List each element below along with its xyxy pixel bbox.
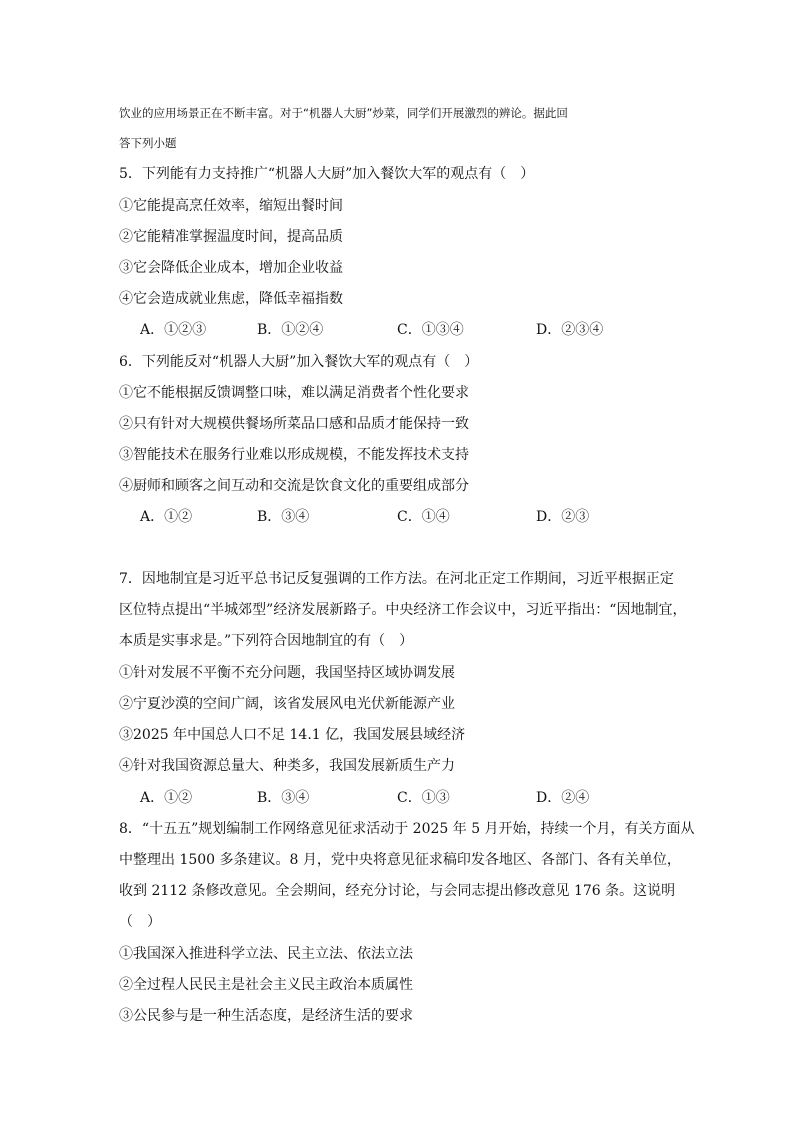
q6-item-2: ②只有针对大规模供餐场所菜品口感和品质才能保持一致 xyxy=(119,416,469,432)
intro-line-1: 饮业的应用场景正在不断丰富。对于“机器人大厨”炒菜，同学们开展激烈的辨论。据此回 xyxy=(119,106,568,120)
q6-stem: 6．下列能反对“机器人大厨”加入餐饮大军的观点有（ ） xyxy=(119,354,479,370)
q6-option-d[interactable]: D．②③ xyxy=(536,509,590,525)
q7-option-a[interactable]: A．①② xyxy=(140,790,193,806)
q7-option-b[interactable]: B．③④ xyxy=(257,790,310,806)
q7-stem-line-3: 本质是实事求是。”下列符合因地制宜的有（ ） xyxy=(119,633,414,649)
intro-line-2: 答下列小题 xyxy=(119,136,177,150)
q5-options xyxy=(140,320,640,340)
q6-options xyxy=(140,507,640,527)
q8-stem-line-1: 8．“十五五”规划编制工作网络意见征求活动于 2025 年 5 月开始，持续一个月，有关方面从 xyxy=(119,821,695,837)
q7-option-c[interactable]: C．①③ xyxy=(397,790,450,806)
q8-stem-line-4: （ ） xyxy=(119,914,161,930)
q7-item-4: ④针对我国资源总量大、种类多，我国发展新质生产力 xyxy=(119,758,455,774)
q5-option-c[interactable]: C．①③④ xyxy=(397,322,464,338)
q8-stem-line-2: 中整理出 1500 多条建议。8 月，党中央将意见征求稿印发各地区、各部门、各有关单位， xyxy=(119,852,681,868)
q5-option-a[interactable]: A．①②③ xyxy=(140,322,207,338)
q7-item-1: ①针对发展不平衡不充分问题，我国坚持区域协调发展 xyxy=(119,665,455,681)
q7-item-2: ②宁夏沙漠的空间广阔，该省发展风电光伏新能源产业 xyxy=(119,696,455,712)
q5-item-2: ②它能精准掌握温度时间，提高品质 xyxy=(119,229,343,245)
q5-option-d[interactable]: D．②③④ xyxy=(536,322,604,338)
q8-item-1: ①我国深入推进科学立法、民主立法、依法立法 xyxy=(119,946,413,962)
q6-item-4: ④厨师和顾客之间互动和交流是饮食文化的重要组成部分 xyxy=(119,478,469,494)
q5-item-4: ④它会造成就业焦虑，降低幸福指数 xyxy=(119,291,343,307)
q5-item-3: ③它会降低企业成本，增加企业收益 xyxy=(119,260,343,276)
q7-item-3: ③2025 年中国总人口不足 14.1 亿，我国发展县域经济 xyxy=(119,727,466,743)
q6-option-b[interactable]: B．③④ xyxy=(257,509,310,525)
q8-item-2: ②全过程人民民主是社会主义民主政治本质属性 xyxy=(119,977,413,993)
q6-option-c[interactable]: C．①④ xyxy=(397,509,450,525)
q8-stem-line-3: 收到 2112 条修改意见。全会期间，经充分讨论，与会同志提出修改意见 176 条。这说明 xyxy=(119,883,676,899)
q8-item-3: ③公民参与是一种生活态度，是经济生活的要求 xyxy=(119,1008,413,1024)
q6-item-3: ③智能技术在服务行业难以形成规模，不能发挥技术支持 xyxy=(119,447,469,463)
q7-options xyxy=(140,788,640,808)
q7-stem-line-1: 7．因地制宜是习近平总书记反复强调的工作方法。在河北正定工作期间，习近平根据正定 xyxy=(119,571,674,587)
q7-option-d[interactable]: D．②④ xyxy=(536,790,590,806)
q6-option-a[interactable]: A．①② xyxy=(140,509,193,525)
q5-item-1: ①它能提高烹任效率，缩短出餐时间 xyxy=(119,198,343,214)
q5-stem: 5．下列能有力支持推广“机器人大厨”加入餐饮大军的观点有（ ） xyxy=(119,166,535,182)
q5-option-b[interactable]: B．①②④ xyxy=(257,322,324,338)
q7-stem-line-2: 区位特点提出“半城郊型”经济发展新路子。中央经济工作会议中，习近平指出：“因地制宜， xyxy=(119,602,687,618)
q6-item-1: ①它不能根据反馈调整口味，难以满足消费者个性化要求 xyxy=(119,385,469,401)
